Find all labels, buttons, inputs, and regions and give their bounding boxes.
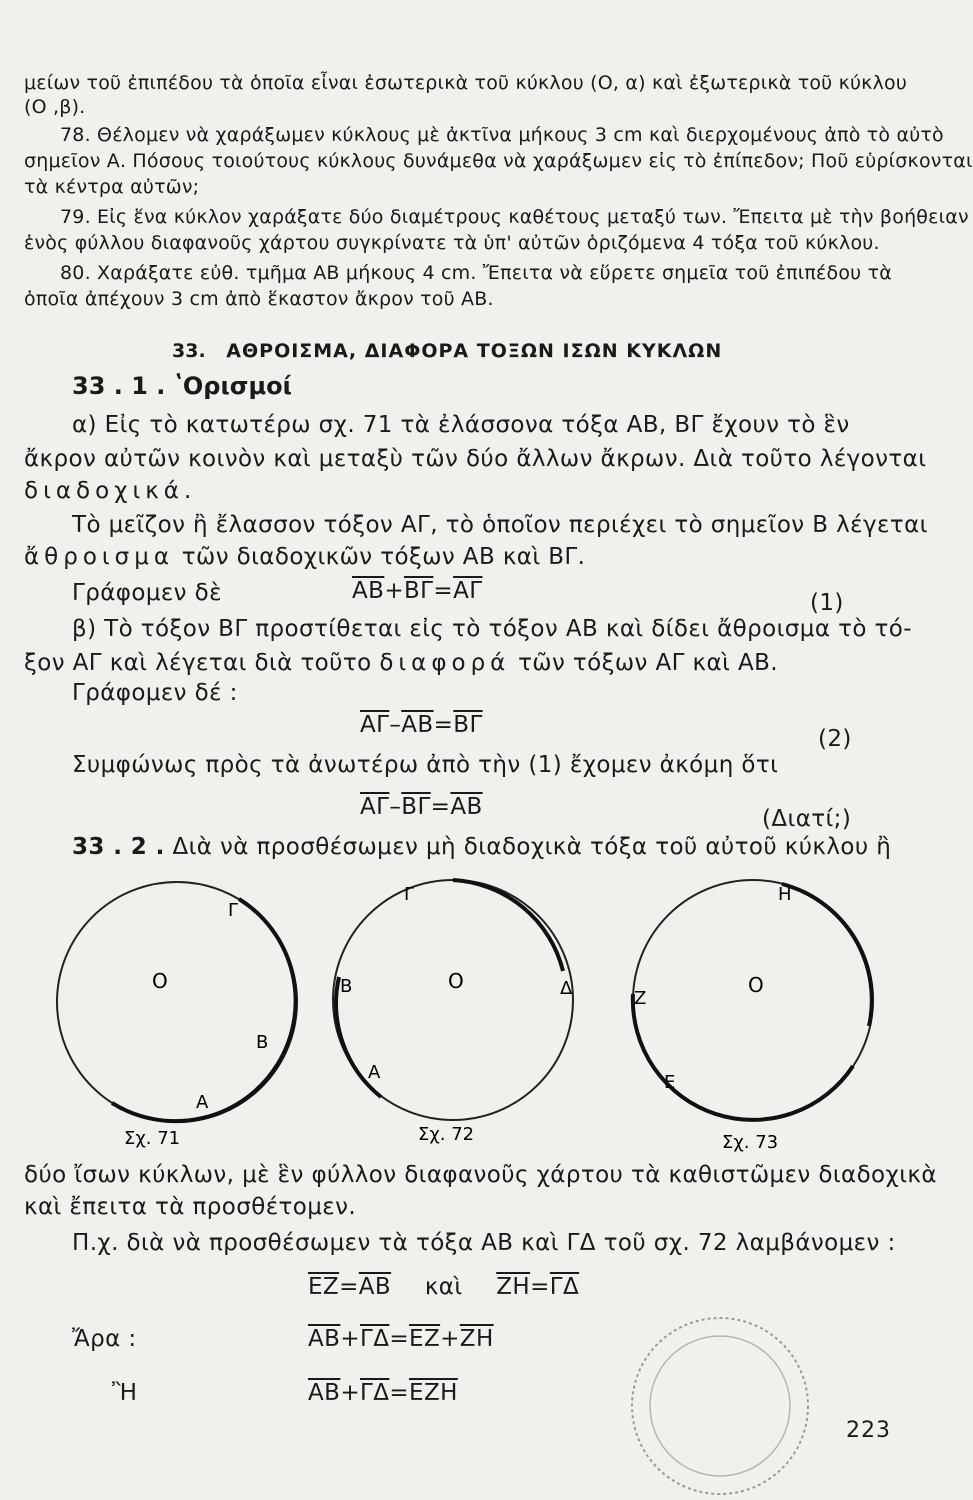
- equation-4: [308, 1274, 579, 1300]
- question-note: (Διατί;): [762, 806, 852, 832]
- paragraph-line: Συμφώνως πρὸς τὰ ἀνωτέρω ἀπὸ τὴν (1) ἔχομεν ἀκόμη ὅτι: [72, 752, 779, 778]
- arc-term: $\overline{\Gamma\Delta}$: [360, 1326, 390, 1352]
- point-label: Γ: [228, 900, 239, 921]
- arc-term: $\overline{ZH}$: [496, 1274, 531, 1300]
- arc-ABG: [112, 899, 296, 1121]
- paragraph-line: α) Εἰς τὸ κατωτέρω σχ. 71 τὰ ἐλάσσονα τόξα ΑΒ, ΒΓ ἔχουν τὸ ἓν: [72, 412, 850, 438]
- library-stamp: [600, 1296, 810, 1496]
- paragraph-text: τῶν τόξων ΑΓ καὶ ΑΒ.: [518, 650, 778, 676]
- operator: =: [339, 1274, 359, 1300]
- paragraph-text: Διὰ νὰ προσθέσωμεν μὴ διαδοχικὰ τόξα τοῦ αὐτοῦ κύκλου ἢ: [172, 834, 892, 860]
- point-label: Γ: [404, 884, 415, 905]
- paragraph-line: καὶ ἔπειτα τὰ προσθέτομεν.: [24, 1194, 357, 1220]
- arc-term: $\overline{EZH}$: [409, 1380, 458, 1406]
- arc-term: $\overline{AB}$: [450, 794, 483, 820]
- paragraph-line: Γράφομεν δέ :: [72, 680, 238, 706]
- operator: –: [389, 794, 402, 820]
- paragraph-line: [24, 650, 778, 676]
- subsection-title: 33 . 1 . ʽΟρισμοί: [72, 372, 292, 400]
- paragraph-line: δύο ἴσων κύκλων, μὲ ἓν φύλλον διαφανοῦς χάρτου τὰ καθιστῶμεν διαδοχικὰ: [24, 1162, 937, 1188]
- center-label: O: [152, 969, 168, 993]
- figure-72: [333, 880, 573, 1145]
- arc-term: $\overline{A\Gamma}$: [360, 794, 390, 820]
- section-title: ΑΘΡΟΙΣΜΑ, ΔΙΑΦΟΡΑ ΤΟΞΩΝ ΙΣΩΝ ΚΥΚΛΩΝ: [226, 340, 723, 362]
- operator: =: [389, 1326, 410, 1352]
- exercise-79: ἑνὸς φύλλου διαφανοῦς χάρτου συγκρίνατε τὰ ὑπ' αὐτῶν ὁριζόμενα 4 τόξα τοῦ κύκλου.: [24, 232, 880, 254]
- paragraph-text: ξον ΑΓ καὶ λέγεται διὰ τοῦτο: [24, 650, 372, 676]
- label-therefore: Ἄρα :: [72, 1326, 137, 1352]
- paragraph-line: Γράφομεν δὲ: [72, 580, 222, 606]
- section-number: 33.: [172, 340, 206, 362]
- paragraph-line: [24, 544, 585, 570]
- paragraph-line: β) Τὸ τόξον ΒΓ προστίθεται εἰς τὸ τόξον ΑΒ καὶ δίδει ἄθροισμα τὸ τό-: [72, 616, 912, 642]
- arc-term: $\overline{AB}$: [352, 578, 385, 604]
- arc-term: $\overline{AB}$: [358, 1274, 392, 1300]
- arc-term: $\overline{\Gamma\Delta}$: [549, 1274, 580, 1300]
- point-label: Α: [368, 1062, 381, 1083]
- arc-term: $\overline{AB}$: [308, 1380, 341, 1406]
- exercise-78: τὰ κέντρα αὐτῶν;: [24, 176, 200, 198]
- paragraph-line: ἄκρον αὐτῶν κοινὸν καὶ μεταξὺ τῶν δύο ἄλλων ἄκρων. Διὰ τοῦτο λέγονται: [24, 446, 927, 472]
- operator: =: [430, 794, 451, 820]
- figure-caption: Σχ. 71: [124, 1128, 181, 1149]
- section-heading: [172, 340, 722, 362]
- point-label: Α: [196, 1092, 209, 1113]
- exercise-line: (O ,β).: [24, 96, 86, 118]
- operator: =: [433, 712, 454, 738]
- point-label: Ζ: [634, 988, 647, 1009]
- conjunction: καὶ: [424, 1274, 463, 1300]
- arc-term: $\overline{EZ}$: [308, 1274, 340, 1300]
- exercise-line: μείων τοῦ ἐπιπέδου τὰ ὁποῖα εἶναι ἐσωτερικὰ τοῦ κύκλου (O, α) καὶ ἐξωτερικὰ τοῦ κύκλου: [24, 72, 908, 94]
- center-label: O: [748, 973, 764, 997]
- point-label: Ε: [664, 1072, 676, 1093]
- arc-term: $\overline{B\Gamma}$: [404, 578, 434, 604]
- operator: +: [340, 1380, 360, 1406]
- operator: +: [340, 1326, 360, 1352]
- equation-3: [360, 794, 483, 820]
- exercise-80: ὁποῖα ἀπέχουν 3 cm ἀπὸ ἕκαστον ἄκρον τοῦ ΑΒ.: [24, 288, 494, 310]
- equation-5: [308, 1326, 494, 1352]
- arc-term: $\overline{\Gamma\Delta}$: [360, 1380, 390, 1406]
- label-or: Ἢ: [112, 1380, 138, 1406]
- equation-2: [360, 712, 483, 738]
- equation-number: (1): [810, 590, 844, 616]
- arc-EZ: [633, 994, 853, 1120]
- operator: =: [530, 1274, 550, 1300]
- point-label: Δ: [560, 978, 573, 999]
- figures-svg: [0, 876, 973, 1156]
- operator: =: [433, 578, 454, 604]
- arc-term: $\overline{AB}$: [401, 712, 434, 738]
- equation-1: [352, 578, 482, 604]
- arc-term: $\overline{A\Gamma}$: [453, 578, 483, 604]
- arc-term: $\overline{B\Gamma}$: [401, 794, 431, 820]
- equation-6: [308, 1380, 458, 1406]
- point-label: Β: [340, 976, 353, 997]
- subsection-number: 33 . 2 .: [72, 834, 165, 860]
- operator: =: [389, 1380, 410, 1406]
- arc-ZH: [782, 884, 872, 1026]
- paragraph-line: Τὸ μεῖζον ἢ ἔλασσον τόξον ΑΓ, τὸ ὁποῖον περιέχει τὸ σημεῖον Β λέγεται: [72, 512, 928, 538]
- exercise-79: 79. Εἰς ἕνα κύκλον χαράξατε δύο διαμέτρους καθέτους μεταξύ των. Ἔπειτα μὲ τὴν βοήθειαν: [60, 206, 969, 228]
- equation-number: (2): [818, 726, 852, 752]
- operator: +: [440, 1326, 460, 1352]
- arc-term: $\overline{A\Gamma}$: [360, 712, 390, 738]
- exercise-78: σημεῖον Α. Πόσους τοιούτους κύκλους δυνάμεθα νὰ χαράξωμεν εἰς τὸ ἐπίπεδον; Ποῦ εὑρίσκονται: [24, 150, 973, 172]
- term-difference: διαφορά: [379, 650, 511, 676]
- term-sum: ἄθροισμα: [24, 544, 175, 570]
- exercise-78: 78. Θέλομεν νὰ χαράξωμεν κύκλους μὲ ἀκτῖνα μήκους 3 cm καὶ διερχομένους ἀπὸ τὸ αὐτὸ: [60, 124, 944, 146]
- arc-term: $\overline{ZH}$: [459, 1326, 494, 1352]
- paragraph-line: Π.χ. διὰ νὰ προσθέσωμεν τὰ τόξα ΑΒ καὶ ΓΔ τοῦ σχ. 72 λαμβάνομεν :: [72, 1230, 896, 1256]
- paragraph-text: τῶν διαδοχικῶν τόξων ΑΒ καὶ ΒΓ.: [181, 544, 586, 570]
- figure-caption: Σχ. 73: [722, 1132, 779, 1153]
- figure-71: [57, 882, 297, 1149]
- exercise-80: 80. Χαράξατε εὐθ. τμῆμα ΑΒ μήκους 4 cm. Ἔπειτα νὰ εὕρετε σημεῖα τοῦ ἐπιπέδου τὰ: [60, 262, 892, 284]
- figure-caption: Σχ. 72: [418, 1124, 475, 1145]
- point-label: Η: [778, 884, 792, 905]
- paragraph-line: διαδοχικά.: [24, 478, 197, 504]
- operator: –: [389, 712, 402, 738]
- arc-term: $\overline{EZ}$: [409, 1326, 441, 1352]
- page-number: 223: [846, 1418, 891, 1443]
- figure-73: [633, 880, 873, 1153]
- arc-term: $\overline{AB}$: [308, 1326, 341, 1352]
- paragraph-line: [72, 834, 891, 860]
- arc-term: $\overline{B\Gamma}$: [453, 712, 483, 738]
- center-label: O: [448, 969, 464, 993]
- point-label: Β: [256, 1032, 269, 1053]
- operator: +: [384, 578, 404, 604]
